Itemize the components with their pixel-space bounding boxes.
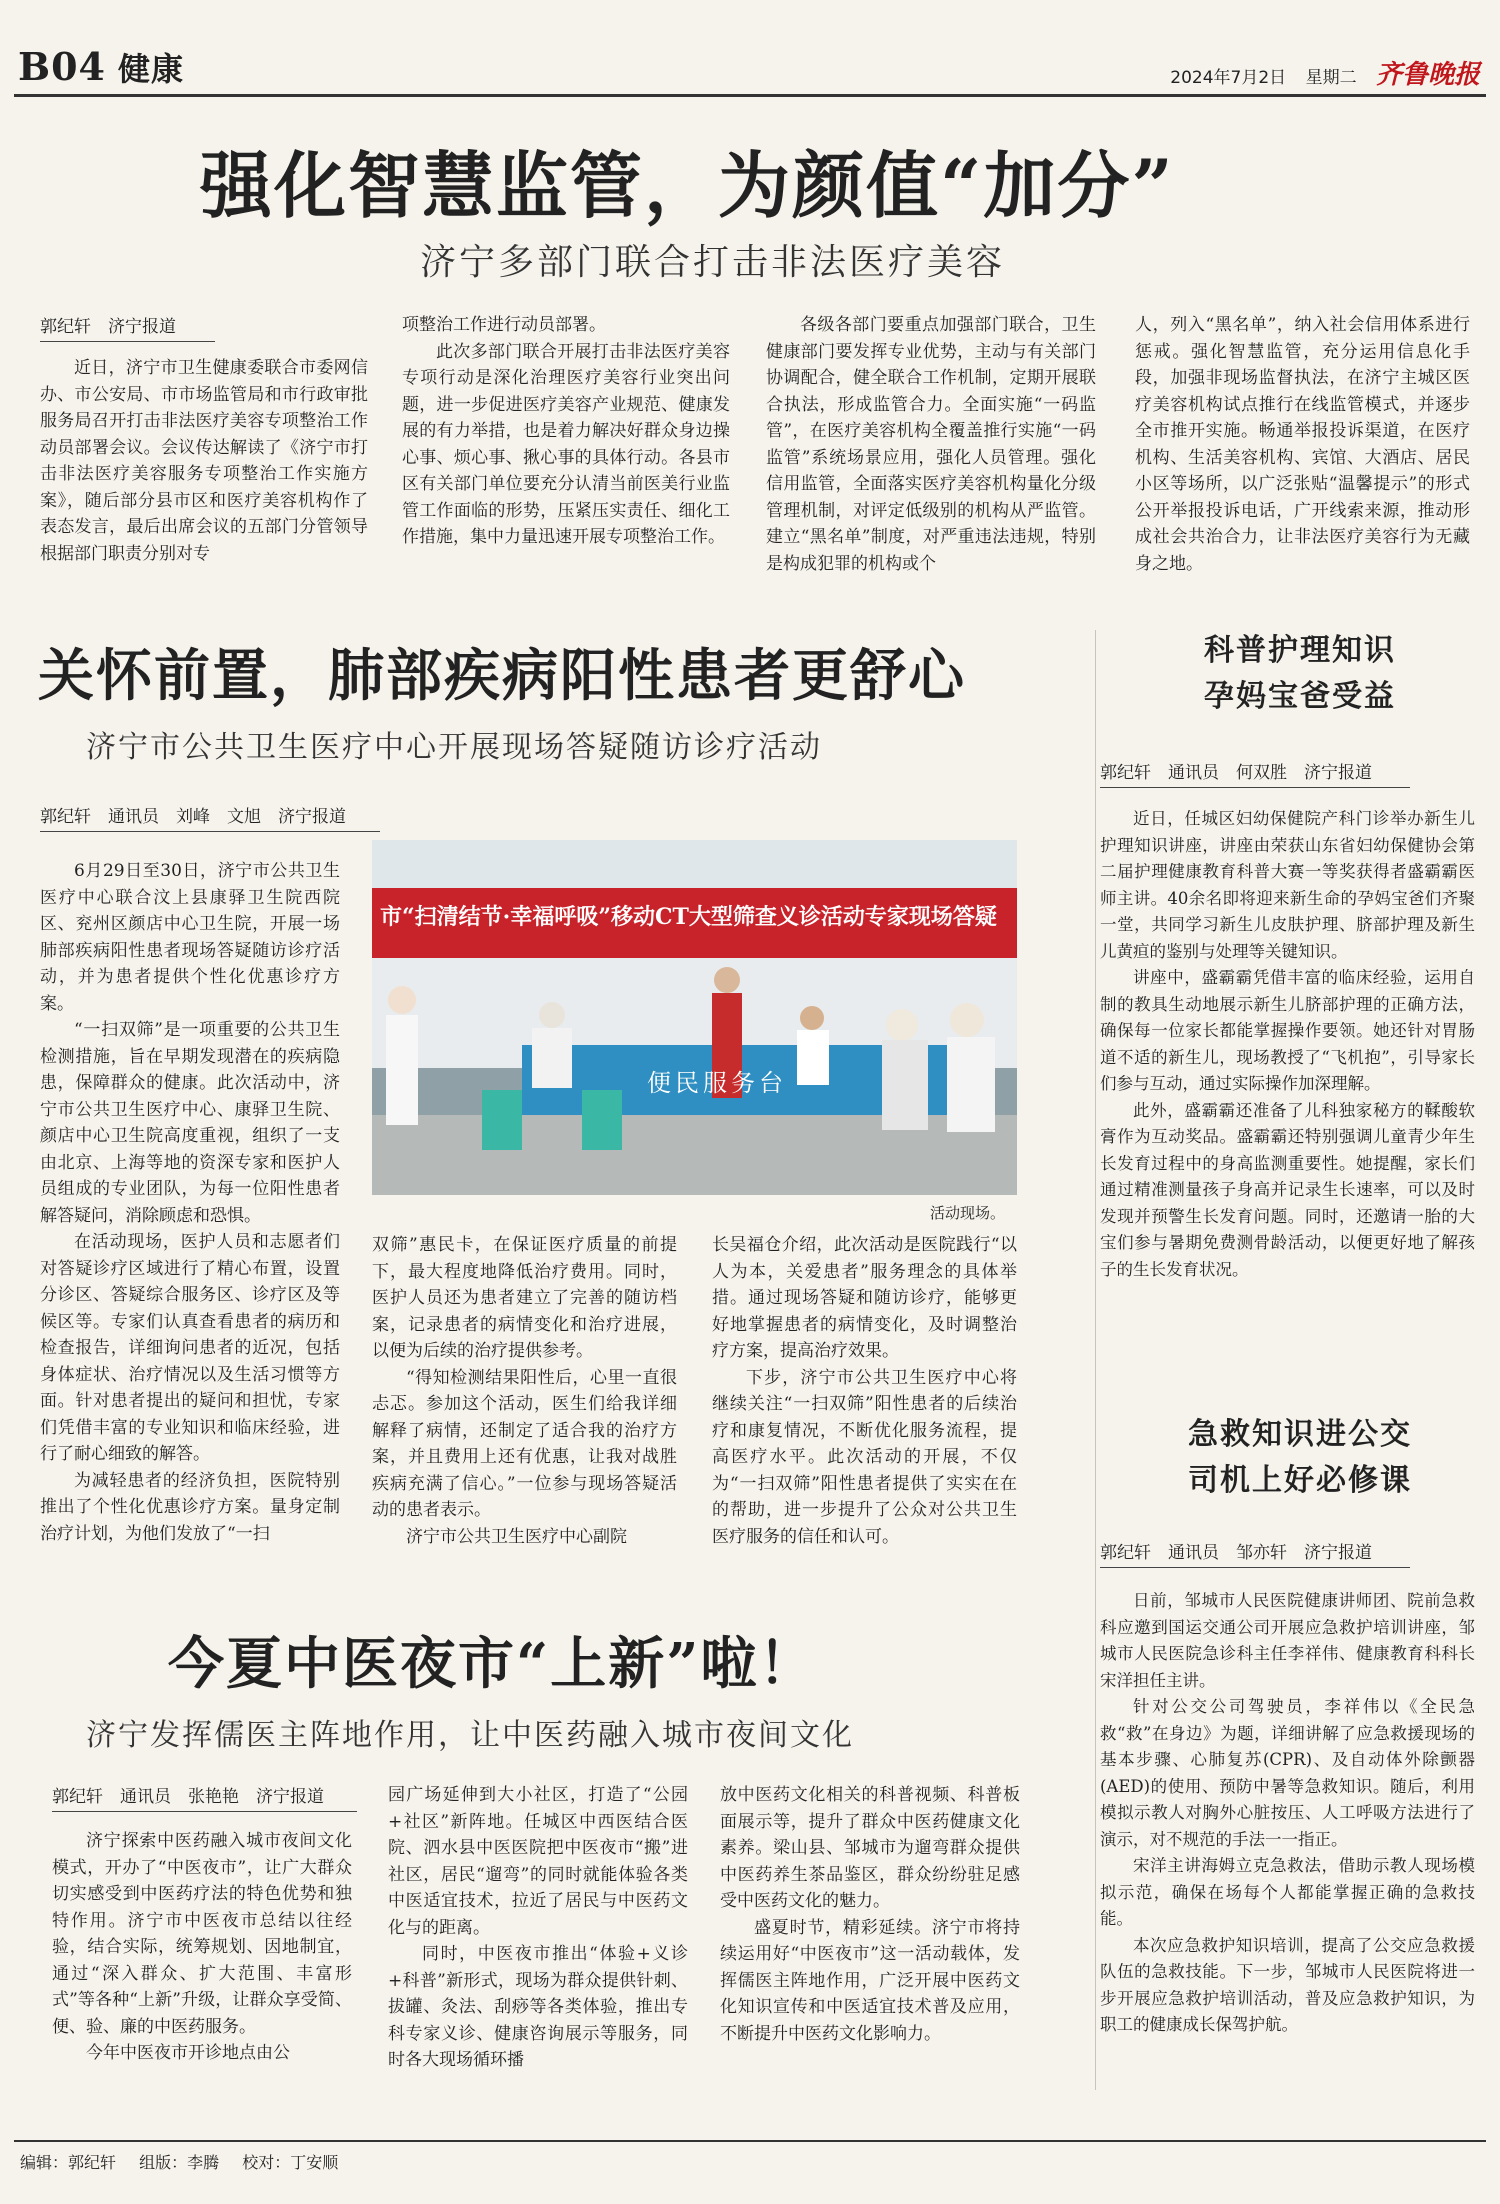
article1-col4 [1135, 312, 1470, 577]
article1-paragraph: 各级各部门要重点加强部门联合，卫生健康部门要发挥专业优势，主动与有关部门协调配合，健全联合工作机制，定期开展联合执法，形成监管合力。全面实施“一码监管”，在医疗美容机构全覆盖推行实施“一码监管”系统场景应用，强化人员管理。强化信用监管，全面落实医疗美容机构量化分级管理机制，对评定低级别的机构从严监管。建立“黑名单”制度，对严重违法违规，特别是构成犯罪的机构或个 [766, 315, 1096, 574]
photo-counter-text: 便民服务台 [647, 1069, 787, 1097]
sidebar2-byline: 郭纪轩 通讯员 邹亦轩 济宁报道 [1100, 1538, 1410, 1568]
header-rule [14, 94, 1486, 97]
sidebar-divider [1095, 630, 1096, 2090]
article3-paragraph: 今年中医夜市开诊地点由公 [86, 2043, 290, 2063]
sidebar1-title-line: 科普护理知识 [1204, 633, 1396, 668]
sidebar2-body [1100, 1588, 1475, 2039]
page-label [18, 44, 184, 90]
article2-subtitle: 济宁市公共卫生医疗中心开展现场答疑随访诊疗活动 [86, 730, 822, 765]
sidebar1-paragraph: 近日，任城区妇幼保健院产科门诊举办新生儿护理知识讲座，讲座由荣获山东省妇幼保健协会第二届护理健康教育科普大赛一等奖获得者盛霸霸医师主讲。40余名即将迎来新生命的孕妈宝爸们齐聚一堂，共同学习新生儿皮肤护理、脐部护理及新生儿黄疸的鉴别与处理等关键知识。 [1100, 809, 1475, 961]
article2-paragraph: “一扫双筛”是一项重要的公共卫生检测措施，旨在早期发现潜在的疾病隐患，保障群众的健康。此次活动中，济宁市公共卫生医疗中心、康驿卫生院、颜店中心卫生院高度重视，组织了一支由北京、上海等地的资深专家和医护人员组成的专业团队，为每一位阳性患者解答疑问，消除顾虑和恐惧。 [40, 1020, 340, 1226]
sidebar2-title-line: 司机上好必修课 [1188, 1463, 1412, 1498]
page-number: B04 [18, 44, 106, 89]
article2-paragraph: 6月29日至30日，济宁市公共卫生医疗中心联合汶上县康驿卫生院西院区、兖州区颜店中心卫生院，开展一场肺部疾病阳性患者现场答疑随访诊疗活动，并为患者提供个性化优惠诊疗方案。 [40, 861, 340, 1014]
article3-paragraph: 园广场延伸到大小社区，打造了“公园+社区”新阵地。任城区中西医结合医院、泗水县中医医院把中医夜市“搬”进社区，居民“遛弯”的同时就能体验各类中医适宜技术，拉近了居民与中医药文化与的距离。 [388, 1785, 688, 1938]
article2-paragraph: 在活动现场，医护人员和志愿者们对答疑诊疗区域进行了精心布置，设置分诊区、答疑综合服务区、诊疗区及等候区等。专家们认真查看患者的病历和检查报告，详细询问患者的近况，包括身体症状、治疗情况以及生活习惯等方面。针对患者提出的疑问和担忧，专家们凭借丰富的专业知识和临床经验，进行了耐心细致的解答。 [40, 1232, 340, 1464]
article2-col3 [712, 1232, 1017, 1550]
sidebar1-title [1110, 628, 1490, 720]
section-name: 健康 [118, 50, 185, 88]
article2-col1 [40, 858, 340, 1547]
article3-title: 今夏中医夜市“上新”啦！ [168, 1631, 817, 1697]
article2-paragraph: “得知检测结果阳性后，心里一直很忐忑。参加这个活动，医生们给我详细解释了病情，还制定了适合我的治疗方案，并且费用上还有优惠，让我对战胜疾病充满了信心。”一位参与现场答疑活动的患者表示。 [372, 1367, 677, 1520]
issue-weekday: 星期二 [1305, 68, 1357, 88]
sidebar2-title [1110, 1412, 1490, 1504]
footer-credits [20, 2150, 338, 2173]
photo-caption: 活动现场。 [930, 1204, 1006, 1222]
article2-paragraph: 双筛”惠民卡，在保证医疗质量的前提下，最大程度地降低治疗费用。同时，医护人员还为患者建立了完善的随访档案，记录患者的病情变化和治疗进展，以便为后续的治疗提供参考。 [372, 1235, 677, 1361]
article1-byline: 郭纪轩 济宁报道 [40, 312, 215, 342]
footer-rule [14, 2140, 1486, 2142]
article1-paragraph: 人，列入“黑名单”，纳入社会信用体系进行惩戒。强化智慧监管，充分运用信息化手段，加强非现场监督执法，在济宁主城区医疗美容机构试点推行在线监管模式，并逐步全市推开实施。畅通举报投诉渠道，在医疗机构、生活美容机构、宾馆、大酒店、居民小区等场所，以广泛张贴“温馨提示”的形式公开举报投诉电话，广开线索来源，推动形成社会共治合力，让非法医疗美容行为无藏身之地。 [1135, 315, 1470, 574]
article2-paragraph: 济宁市公共卫生医疗中心副院 [406, 1526, 627, 1547]
article2-paragraph: 为减轻患者的经济负担，医院特别推出了个性化优惠诊疗方案。量身定制治疗计划，为他们发放了“一扫 [40, 1470, 340, 1544]
article1-col1 [40, 355, 368, 567]
sidebar2-paragraph: 宋洋主讲海姆立克急救法，借助示教人现场模拟示范，确保在场每个人都能掌握正确的急救技能。 [1100, 1856, 1475, 1928]
sidebar2-paragraph: 针对公交公司驾驶员，李祥伟以《全民急救“救”在身边》为题，详细讲解了应急救援现场的基本步骤、心肺复苏(CPR)、及自动体外除颤器(AED)的使用、预防中暑等急救知识。随后，利用模拟示教人对胸外心脏按压、人工呼吸方法进行了演示，对不规范的手法一一指正。 [1100, 1697, 1475, 1849]
issue-date: 2024年7月2日 [1170, 68, 1287, 88]
article2-paragraph: 长吴福仓介绍，此次活动是医院践行“以人为本，关爱患者”服务理念的具体举措。通过现场答疑和随访诊疗，能够更好地掌握患者的病情变化，及时调整治疗方案，提高治疗效果。 [712, 1235, 1017, 1361]
article1-col2 [402, 312, 730, 551]
event-photo [372, 840, 1017, 1195]
sidebar1-byline: 郭纪轩 通讯员 何双胜 济宁报道 [1100, 758, 1410, 788]
sidebar1-body [1100, 806, 1475, 1283]
sidebar1-paragraph: 此外，盛霸霸还准备了儿科独家秘方的鞣酸软膏作为互动奖品。盛霸霸还特别强调儿童青少年生长发育过程中的身高监测重要性。她提醒，家长们通过精准测量孩子身高并记录生长速率，可以及时发现并预警生长发育问题。同时，还邀请一胎的大宝们参与暑期免费测骨龄活动，以便更好地了解孩子的生长发育状况。 [1100, 1100, 1475, 1279]
article3-paragraph: 济宁探索中医药融入城市夜间文化模式，开办了“中医夜市”，让广大群众切实感受到中医药疗法的特色优势和独特作用。济宁市中医夜市总结以往经验，结合实际，统筹规划、因地制宜，通过“深入群众、扩大范围、丰富形式”等各种“上新”升级，让群众享受简、便、验、廉的中医药服务。 [52, 1831, 352, 2037]
article3-col3 [720, 1782, 1020, 2047]
event-photo-illustration [372, 840, 1017, 1195]
sidebar2-title-line: 急救知识进公交 [1188, 1417, 1412, 1452]
footer-layout: 组版：李腾 [139, 2153, 220, 2172]
article3-subtitle: 济宁发挥儒医主阵地作用，让中医药融入城市夜间文化 [86, 1718, 854, 1753]
footer-editor: 编辑：郭纪轩 [20, 2153, 117, 2172]
newspaper-logo: 齐鲁晚报 [1375, 60, 1480, 90]
sidebar2-paragraph: 本次应急救护知识培训，提高了公交应急救援队伍的急救技能。下一步，邹城市人民医院将进一步开展应急救护培训活动，普及应急救护知识，为职工的健康成长保驾护航。 [1100, 1935, 1475, 2034]
article2-paragraph: 下步，济宁市公共卫生医疗中心将继续关注“一扫双筛”阳性患者的后续治疗和康复情况，不断优化服务流程，提高医疗水平。此次活动的开展，不仅为“一扫双筛”阳性患者提供了实实在在的帮助，进一步提升了公众对公共卫生医疗服务的信任和认可。 [712, 1367, 1017, 1547]
sidebar1-paragraph: 讲座中，盛霸霸凭借丰富的临床经验，运用自制的教具生动地展示新生儿脐部护理的正确方法，确保每一位家长都能掌握操作要领。她还针对胃肠道不适的新生儿，现场教授了“飞机抱”，引导家长们参与互动，通过实际操作加深理解。 [1100, 968, 1475, 1093]
article1-paragraph: 近日，济宁市卫生健康委联合市委网信办、市公安局、市市场监管局和市行政审批服务局召开打击非法医疗美容专项整治工作动员部署会议。会议传达解读了《济宁市打击非法医疗美容服务专项整治工作实施方案》，随后部分县市区和医疗美容机构作了表态发言，最后出席会议的五部门分管领导根据部门职责分别对专 [40, 358, 368, 564]
article1-paragraph: 此次多部门联合开展打击非法医疗美容专项行动是深化治理医疗美容行业突出问题，进一步促进医疗美容产业规范、健康发展的有力举措，也是着力解决好群众身边操心事、烦心事、揪心事的具体行动。各县市区有关部门单位要充分认清当前医美行业监管工作面临的形势，压紧压实责任、细化工作措施，集中力量迅速开展专项整治工作。 [402, 341, 730, 547]
article1-title: 强化智慧监管，为颜值“加分” [200, 143, 1175, 228]
article2-col2 [372, 1232, 677, 1550]
article3-paragraph: 放中医药文化相关的科普视频、科普板面展示等，提升了群众中医药健康文化素养。梁山县、邹城市为遛弯群众提供中医药养生茶品鉴区，群众纷纷驻足感受中医药文化的魅力。 [720, 1785, 1020, 1911]
sidebar1-title-line: 孕妈宝爸受益 [1204, 679, 1396, 714]
article3-col1 [52, 1828, 352, 2067]
article3-paragraph: 盛夏时节，精彩延续。济宁市将持续运用好“中医夜市”这一活动载体，发挥儒医主阵地作用，广泛开展中医药文化知识宣传和中医适宜技术普及应用，不断提升中医药文化影响力。 [720, 1917, 1020, 2044]
article3-byline: 郭纪轩 通讯员 张艳艳 济宁报道 [52, 1782, 357, 1812]
article3-col2 [388, 1782, 688, 2074]
article3-paragraph: 同时，中医夜市推出“体验+义诊+科普”新形式，现场为群众提供针刺、拔罐、灸法、刮痧等各类体验，推出专科专家义诊、健康咨询展示等服务，同时各大现场循环播 [388, 1944, 688, 2070]
sidebar2-paragraph: 日前，邹城市人民医院健康讲师团、院前急救科应邀到国运交通公司开展应急救护培训讲座，邹城市人民医院急诊科主任李祥伟、健康教育科科长宋洋担任主讲。 [1100, 1591, 1475, 1690]
article1-paragraph: 项整治工作进行动员部署。 [402, 315, 606, 335]
masthead-info [1170, 54, 1480, 91]
article2-byline: 郭纪轩 通讯员 刘峰 文旭 济宁报道 [40, 802, 380, 832]
photo-banner-text: 市“扫清结节·幸福呼吸”移动CT大型筛查义诊活动专家现场答疑 [380, 904, 997, 930]
article1-subtitle: 济宁多部门联合打击非法医疗美容 [420, 242, 1006, 283]
footer-proof: 校对：丁安顺 [242, 2153, 339, 2172]
article2-title: 关怀前置，肺部疾病阳性患者更舒心 [38, 643, 966, 709]
article1-col3 [766, 312, 1096, 577]
